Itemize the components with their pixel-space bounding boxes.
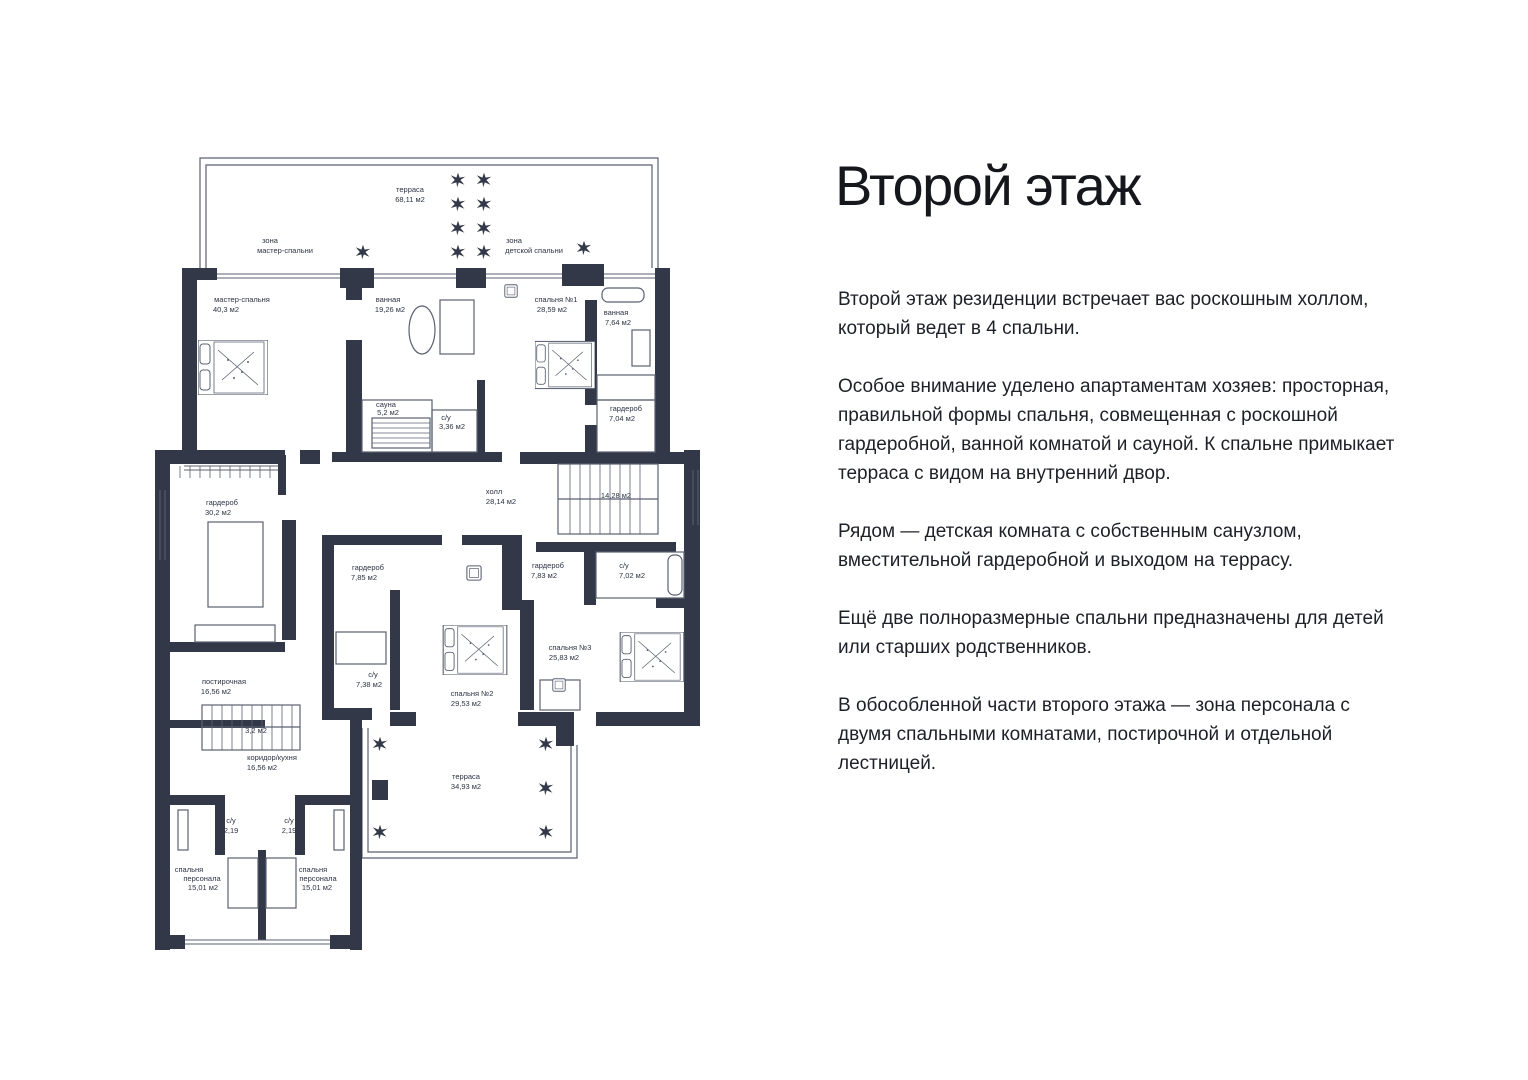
stair-hatching — [180, 423, 640, 750]
plant-icon — [356, 245, 370, 259]
plant-icon — [451, 245, 465, 259]
plant-icon — [451, 197, 465, 211]
room-area-sauna: 5,2 м2 — [377, 408, 399, 417]
room-name2-staff-bedroom-2: персонала — [299, 874, 337, 883]
paragraph-master: Особое внимание уделено апартаментам хозяев: просторная, правильной формы спальня, совмещенная с роскошной гардеробной, ванной комнатой и сауной. К спальне примыкает терраса с видом на внутренний двор. — [838, 376, 1395, 484]
room-name-wardrobe-2: гардероб — [352, 563, 384, 572]
floor-plan — [0, 0, 760, 1080]
room-area-wardrobe-1: 7,04 м2 — [608, 414, 636, 423]
plant-icon — [373, 737, 387, 751]
bed-icon — [620, 632, 684, 682]
room-area-wardrobe-2: 7,85 м2 — [350, 573, 378, 582]
description — [838, 285, 1398, 807]
room-name2-staff-bedroom-1: персонала — [183, 874, 221, 883]
plant-icon — [539, 781, 553, 795]
room-name-master-bedroom: мастер-спальня — [214, 295, 270, 304]
room-name-zone-kids: зона — [506, 236, 522, 245]
paragraph-intro: Второй этаж резиденции встречает вас роскошным холлом, который ведет в 4 спальни. — [838, 289, 1369, 339]
room-name-staff-bedroom-2: спальня — [298, 865, 328, 874]
room-area-master-bedroom: 40,3 м2 — [212, 305, 240, 314]
room-area-stairs-staff: 3,2 м2 — [245, 726, 267, 735]
room-name-terrace-bottom: терраса — [452, 772, 480, 781]
plant-icon — [477, 173, 491, 187]
room-name-sauna: сауна — [376, 400, 396, 409]
room-area-staff-bedroom-1: 15,01 м2 — [187, 883, 219, 892]
room-name-corridor-kitchen: коридор/кухня — [247, 753, 297, 762]
room-area-wc-3: 7,02 м2 — [618, 571, 646, 580]
room-name2-zone-master: мастер-спальни — [257, 246, 313, 255]
room-name-terrace-top: терраса — [396, 185, 424, 194]
room-name-bedroom-1: спальня №1 — [534, 295, 578, 304]
plant-icon — [477, 221, 491, 235]
furniture — [198, 285, 684, 691]
plant-icon — [373, 825, 387, 839]
room-name-bedroom-2: спальня №2 — [450, 689, 494, 698]
bed-icon — [535, 341, 595, 388]
room-name-staff-bedroom-1: спальня — [174, 865, 204, 874]
room-area-terrace-bottom: 34,93 м2 — [450, 782, 482, 791]
room-name-wardrobe-3: гардероб — [532, 561, 564, 570]
plant-icon — [451, 221, 465, 235]
room-area-wc-staff-1: 2,19 — [223, 826, 239, 835]
room-name2-zone-kids: детской спальни — [505, 246, 563, 255]
room-area-terrace-top: 68,11 м2 — [395, 195, 425, 204]
room-name-laundry: постирочная — [201, 677, 247, 686]
bed-icon — [443, 625, 507, 675]
room-name-zone-master: зона — [262, 236, 278, 245]
room-name-bedroom-3: спальня №3 — [548, 643, 592, 652]
room-name-bath-1: ванная — [603, 308, 629, 317]
room-name-wc-2: с/у — [368, 670, 378, 679]
room-name-hall: холл — [485, 487, 503, 496]
room-area-wc-staff-2: 2,19 — [281, 826, 297, 835]
room-area-hall: 28,14 м2 — [485, 497, 517, 506]
chair-icon — [467, 566, 481, 580]
room-area-bedroom-3: 25,83 м2 — [548, 653, 580, 662]
plant-icon — [477, 245, 491, 259]
room-area-bath-1: 7,64 м2 — [604, 318, 632, 327]
plant-icon — [577, 241, 591, 255]
room-area-corridor-kitchen: 16,56 м2 — [246, 763, 278, 772]
page-title: Второй этаж — [835, 154, 1141, 217]
plant-icon — [451, 173, 465, 187]
plant-icon — [539, 737, 553, 751]
room-area-wc-master: 3,36 м2 — [438, 422, 466, 431]
room-name-wc-staff-1: с/у — [226, 816, 236, 825]
room-name-wc-master: с/у — [441, 413, 451, 422]
room-name-wardrobe-master: гардероб — [206, 498, 238, 507]
room-area-bedroom-1: 28,59 м2 — [536, 305, 568, 314]
room-name-wardrobe-1: гардероб — [610, 404, 642, 413]
plant-icon — [477, 197, 491, 211]
paragraph-staff: В обособленной части второго этажа — зона персонала с двумя спальными комнатами, постирочной и отдельной лестницей. — [838, 695, 1350, 774]
bed-icon — [198, 340, 268, 395]
chair-icon — [553, 679, 565, 691]
room-area-wardrobe-master: 30,2 м2 — [204, 508, 232, 517]
room-area-master-bath: 19,26 м2 — [374, 305, 406, 314]
room-name-wc-staff-2: с/у — [284, 816, 294, 825]
room-area-stairs-main: 14,28 м2 — [600, 491, 632, 500]
room-area-laundry: 16,56 м2 — [200, 687, 232, 696]
chair-icon — [505, 285, 517, 297]
room-name-wc-3: с/у — [619, 561, 629, 570]
plant-icon — [539, 825, 553, 839]
room-area-bedroom-2: 29,53 м2 — [450, 699, 482, 708]
room-area-staff-bedroom-2: 15,01 м2 — [301, 883, 333, 892]
room-name-master-bath: ванная — [375, 295, 401, 304]
paragraph-bedrooms: Ещё две полноразмерные спальни предназначены для детей или старших родственников. — [838, 608, 1384, 658]
room-area-wardrobe-3: 7,83 м2 — [530, 571, 558, 580]
room-area-wc-2: 7,38 м2 — [355, 680, 383, 689]
paragraph-kids: Рядом — детская комната с собственным санузлом, вместительной гардеробной и выходом на террасу. — [838, 521, 1302, 571]
